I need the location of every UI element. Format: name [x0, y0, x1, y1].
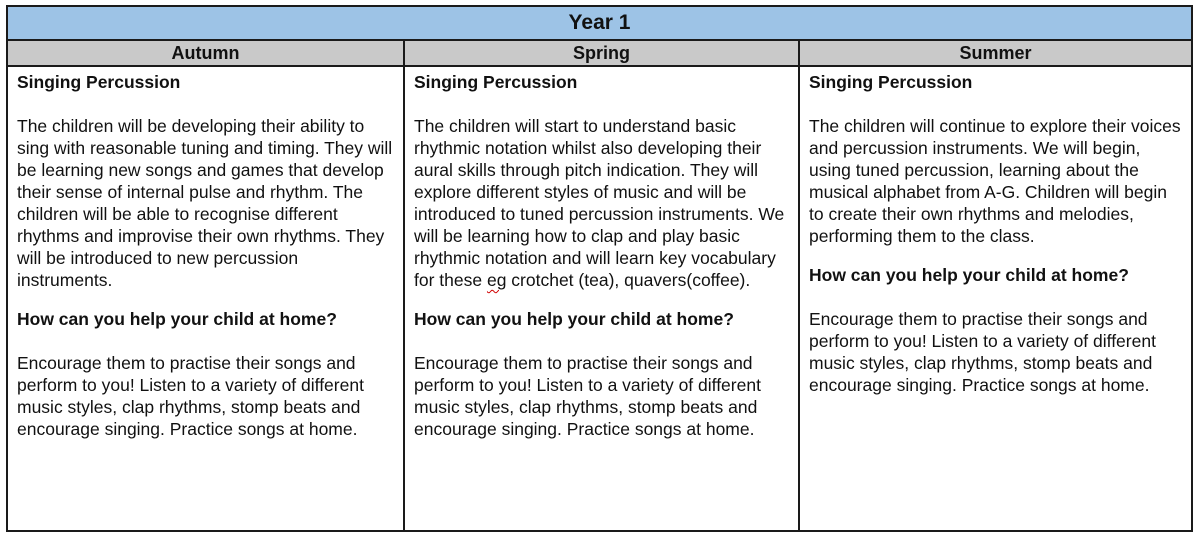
term-header-autumn: Autumn — [8, 41, 405, 65]
term-content-autumn — [8, 67, 405, 530]
help-heading: How can you help your child at home? — [414, 309, 734, 329]
year-title: Year 1 — [8, 7, 1191, 41]
help-text: Encourage them to practise their songs and perform to you! Listen to a variety of different music styles, clap rhythms, stomp beats and encourage singing. Practice songs at home. — [809, 309, 1156, 395]
help-text: Encourage them to practise their songs and perform to you! Listen to a variety of different music styles, clap rhythms, stomp beats and encourage singing. Practice songs at home. — [17, 353, 364, 439]
topic-description — [809, 115, 1183, 247]
help-text: Encourage them to practise their songs and perform to you! Listen to a variety of different music styles, clap rhythms, stomp beats and encourage singing. Practice songs at home. — [414, 353, 761, 439]
help-heading: How can you help your child at home? — [17, 309, 337, 329]
topic-description-text: The children will continue to explore their voices and percussion instruments. We will begin, using tuned percussion, learning about the musical alphabet from A-G. Children will begin to create their own rhythms and melodies, performing them to the class. — [809, 116, 1181, 246]
help-heading: How can you help your child at home? — [809, 265, 1129, 285]
topic-description-text: The children will start to understand basic rhythmic notation whilst also developing their aural skills through pitch indication. They will explore different styles of music and will be introduced to tuned percussion instruments. We will be learning how to clap and play basic rhythmic notation and will learn key vocabulary for these — [414, 116, 785, 290]
topic-description — [414, 115, 790, 291]
topic-description-end: crotchet (tea), quavers(coffee). — [506, 270, 751, 290]
topic-heading: Singing Percussion — [809, 72, 973, 92]
topic-heading: Singing Percussion — [414, 72, 578, 92]
term-header-row — [8, 41, 1191, 67]
term-header-spring: Spring — [405, 41, 800, 65]
term-header-summer: Summer — [959, 42, 1032, 63]
topic-heading: Singing Percussion — [17, 72, 181, 92]
term-content-row — [8, 67, 1191, 530]
misspelled-word[interactable]: eg — [486, 270, 507, 290]
topic-description — [17, 115, 395, 291]
term-content-spring — [405, 67, 800, 530]
term-content-summer — [800, 67, 1191, 530]
curriculum-table — [6, 5, 1193, 532]
topic-description-text: The children will be developing their ability to sing with reasonable tuning and timing. They will be learning new songs and games that develop their sense of internal pulse and rhythm. The children will be able to recognise different rhythms and improvise their own rhythms. They will be introduced to new percussion instruments. — [17, 116, 393, 290]
